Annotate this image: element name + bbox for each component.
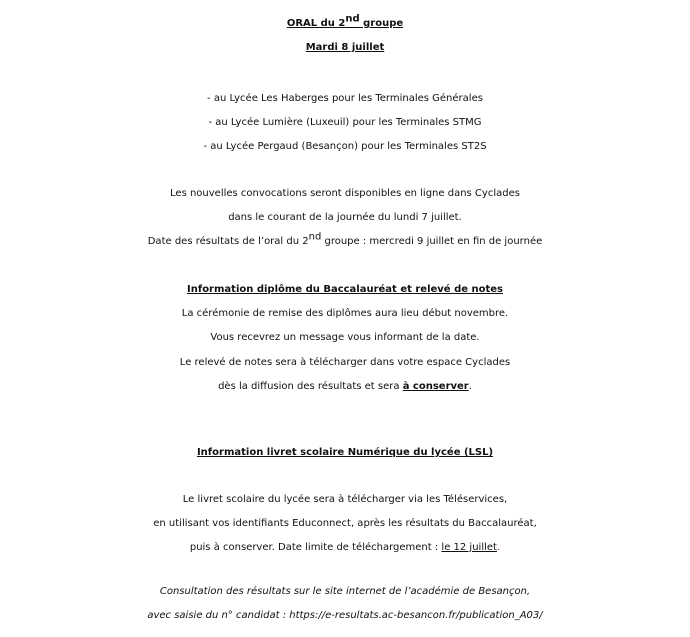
- livret-line: en utilisant vos identifiants Educonnect, après les résultats du Baccalauréat,: [153, 518, 537, 529]
- diplome-line: dès la diffusion des résultats et sera à conserver.: [218, 381, 472, 392]
- lycee-line: - au Lycée Lumière (Luxeuil) pour les Terminales STMG: [208, 117, 482, 128]
- livret-line: Le livret scolaire du lycée sera à télécharger via les Téléservices,: [182, 494, 508, 505]
- convocations-line: Les nouvelles convocations seront disponibles en ligne dans Cyclades: [170, 188, 520, 199]
- convocations-line: dans le courant de la journée du lundi 7 juillet.: [228, 212, 462, 223]
- deadline-date: le 12 juillet: [441, 542, 497, 553]
- lycee-line: - au Lycée Les Haberges pour les Terminales Générales: [207, 93, 483, 104]
- consultation-url-line: avec saisie du n° candidat : https://e-resultats.ac-besancon.fr/publication_A03/: [147, 610, 543, 621]
- consultation-line: Consultation des résultats sur le site internet de l’académie de Besançon,: [159, 586, 531, 597]
- diplome-line: Le relevé de notes sera à télécharger dans votre espace Cyclades: [179, 357, 511, 368]
- diplome-line: Vous recevrez un message vous informant de la date.: [210, 332, 480, 343]
- diplome-line: La cérémonie de remise des diplômes aura lieu début novembre.: [181, 308, 509, 319]
- oral-date: Mardi 8 juillet: [305, 42, 385, 53]
- lycee-line: - au Lycée Pergaud (Besançon) pour les Terminales ST2S: [203, 141, 487, 152]
- diplome-heading: Information diplôme du Baccalauréat et relevé de notes: [187, 284, 503, 295]
- conserver-emphasis: à conserver: [402, 381, 469, 392]
- livret-deadline-line: puis à conserver. Date limite de téléchargement : le 12 juillet.: [189, 542, 501, 553]
- results-date-line: Date des résultats de l’oral du 2nd groupe : mercredi 9 juillet en fin de journée: [147, 231, 543, 247]
- livret-heading: Information livret scolaire Numérique du lycée (LSL): [196, 447, 494, 458]
- oral-title: ORAL du 2nd groupe: [286, 13, 404, 29]
